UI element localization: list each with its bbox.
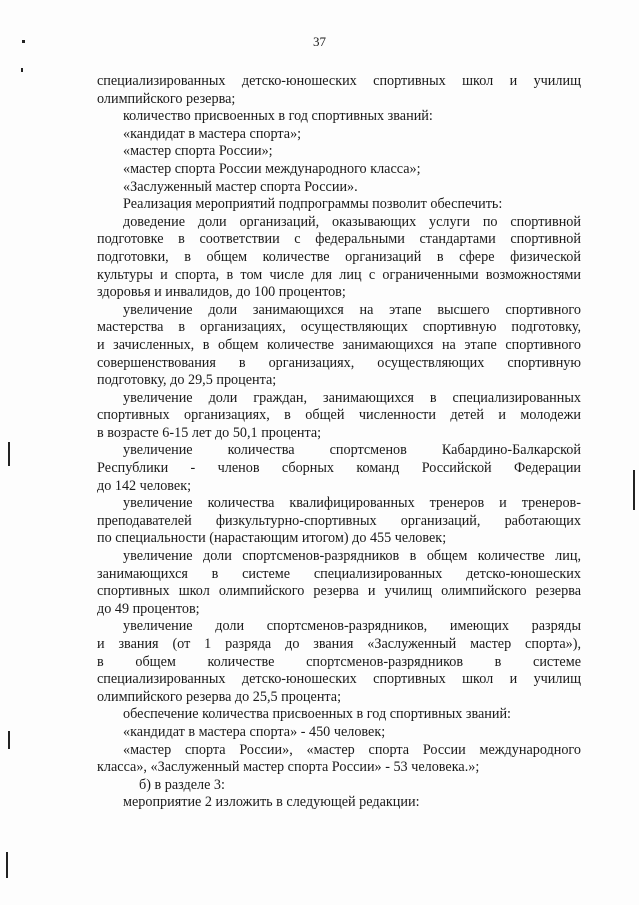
text-line: преподавателей физкультурно-спортивных организаций, работающих xyxy=(97,512,581,529)
scan-mark xyxy=(8,731,10,749)
text-line: занимающихся в системе специализированных детско-юношеских xyxy=(97,565,581,582)
text-line: по специальности (нарастающим итогом) до 455 человек; xyxy=(97,530,447,547)
text-line: олимпийского резерва; xyxy=(97,90,236,107)
text-line: подготовке в соответствии с федеральными стандартами спортивной xyxy=(97,231,581,248)
text-line: увеличение доли спортсменов-разрядников, имеющих разряды xyxy=(123,618,581,635)
scan-mark xyxy=(8,442,10,466)
text-line: увеличение количества спортсменов Кабардино-Балкарской xyxy=(123,442,581,459)
text-line: Республики - членов сборных команд Российской Федерации xyxy=(97,460,581,477)
text-line: «кандидат в мастера спорта»; xyxy=(123,125,302,142)
document-body xyxy=(97,73,581,812)
text-line: в возрасте 6-15 лет до 50,1 процента; xyxy=(97,424,322,441)
text-line: олимпийского резерва до 25,5 процента; xyxy=(97,688,342,705)
text-line: до 142 человек; xyxy=(97,477,192,494)
text-line: спортивных школ олимпийского резерва и училищ олимпийского резерва xyxy=(97,583,581,600)
text-line: увеличение доли спортсменов-разрядников в общем количестве лиц, xyxy=(123,548,581,565)
text-line: и звания (от 1 разряда до звания «Заслуженный мастер спорта»), xyxy=(97,636,581,652)
text-line: б) в разделе 3: xyxy=(139,776,225,793)
text-line: подготовку, до 29,5 процента; xyxy=(97,372,277,389)
page-number: 37 xyxy=(313,34,326,49)
text-line: до 49 процентов; xyxy=(97,600,200,617)
text-line: специализированных детско-юношеских спортивных школ и училищ xyxy=(97,73,581,89)
text-line: количество присвоенных в год спортивных званий: xyxy=(123,108,433,125)
text-line: увеличение доли граждан, занимающихся в специализированных xyxy=(123,389,581,406)
text-line: «кандидат в мастера спорта» - 450 человек; xyxy=(123,723,386,740)
text-line: мероприятие 2 изложить в следующей редакции: xyxy=(123,794,420,811)
text-line: класса», «Заслуженный мастер спорта России» - 53 человека.»; xyxy=(97,759,480,776)
text-line: культуры и спорта, в том числе для лиц с ограниченными возможностями xyxy=(97,266,581,283)
text-line: в общем количестве спортсменов-разрядников в системе xyxy=(97,653,581,670)
text-line: мастерства в организациях, осуществляющих спортивную подготовку, xyxy=(97,319,581,336)
text-line: доведение доли организаций, оказывающих услуги по спортивной xyxy=(123,213,581,230)
text-line: «мастер спорта России», «мастер спорта России международного xyxy=(123,741,581,758)
text-line: обеспечение количества присвоенных в год спортивных званий: xyxy=(123,706,511,723)
text-line: специализированных детско-юношеских спортивных школ и училищ xyxy=(97,671,581,688)
text-line: «мастер спорта России»; xyxy=(123,143,273,160)
text-line: увеличение количества квалифицированных тренеров и тренеров- xyxy=(123,495,581,512)
text-line: спортивных организациях, в общей численности детей и молодежи xyxy=(97,407,581,424)
scan-mark xyxy=(21,68,23,72)
scan-mark xyxy=(633,470,635,510)
scan-mark xyxy=(22,40,25,43)
scan-mark xyxy=(6,852,8,878)
text-line: «Заслуженный мастер спорта России». xyxy=(123,178,358,195)
text-line: совершенствования в организациях, осуществляющих спортивную xyxy=(97,354,581,371)
text-line: подготовки, в общем количестве организаций в сфере физической xyxy=(97,248,581,265)
text-line: здоровья и инвалидов, до 100 процентов; xyxy=(97,284,346,301)
text-line: «мастер спорта России международного класса»; xyxy=(123,160,421,177)
text-line: Реализация мероприятий подпрограммы позволит обеспечить: xyxy=(123,196,503,213)
text-line: увеличение доли занимающихся на этапе высшего спортивного xyxy=(123,301,581,318)
text-line: и зачисленных, в общем количестве занимающихся на этапе спортивного xyxy=(97,336,581,353)
